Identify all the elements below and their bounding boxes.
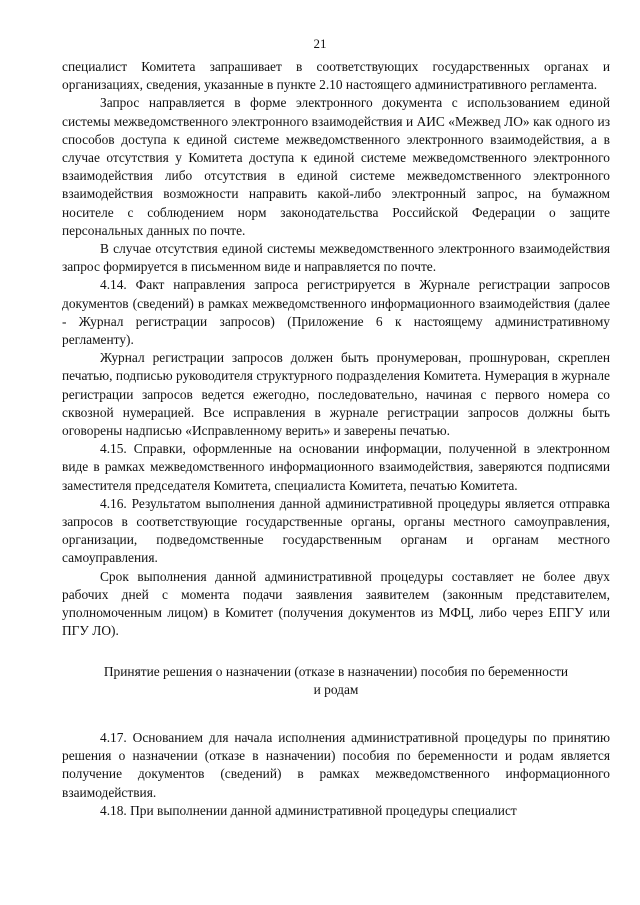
paragraph-deadline: Срок выполнения данной административной процедуры составляет не более двух рабочих дней с момента подачи заявления заявителем (законным представителем, уполномоченным лицом) в Комитет (получения документов из МФЦ, либо через ЕПГУ или ПГУ ЛО). [62, 568, 610, 639]
section-heading: Принятие решения о назначении (отказе в назначении) пособия по беременности и родам [103, 663, 569, 697]
paragraph-continuation: специалист Комитета запрашивает в соответствующих государственных органах и организациях, сведения, указанные в пункте 2.10 настоящего административного регламента. [62, 59, 610, 93]
document-body [62, 58, 610, 820]
paragraph-journal: Журнал регистрации запросов должен быть пронумерован, прошнурован, скреплен печатью, подписью руководителя структурного подразделения Комитета. Нумерация в журнале регистрации запросов ведется ежегодно, последовательно, начиная с первого номера со сквозной нумерацией. Все исправления в журнале регистрации запросов должны быть оговорены надписью «Исправленному верить» и заверены печатью. [62, 350, 610, 439]
paragraph-request-form: Запрос направляется в форме электронного документа с использованием единой системы межведомственного электронного взаимодействия и АИС «Межвед ЛО» как одного из способов доступа к единой системе межведомственного электронного взаимодействия, а в случае отсутствия у Комитета доступа к единой системе межведомственного электронного взаимодействия либо отсутствия в единой системе межведомственного электронного взаимодействия возможности направить какой-либо электронный запрос, на бумажном носителе с соблюдением норм законодательства Российской Федерации о защите персональных данных по почте. [62, 95, 610, 238]
page-number: 21 [313, 36, 327, 51]
paragraph-4-15: 4.15. Справки, оформленные на основании информации, полученной в электронном виде в рамках межведомственного информационного взаимодействия, заверяются подписями заместителя председателя Комитета, специалиста Комитета, печатью Комитета. [62, 441, 610, 493]
paragraph-4-14: 4.14. Факт направления запроса регистрируется в Журнале регистрации запросов документов (сведений) в рамках межведомственного информационного взаимодействия (далее - Журнал регистрации запросов) (Приложение 6 к настоящему административному регламенту). [62, 277, 610, 348]
paragraph-4-18: 4.18. При выполнении данной административной процедуры специалист [100, 802, 517, 818]
paragraph-4-17: 4.17. Основанием для начала исполнения административной процедуры по принятию решения о назначении (отказе в назначении) пособия по беременности и родам является получение документов (сведений) в рамках межведомственного информационного взаимодействия. [62, 729, 610, 800]
paragraph-4-16: 4.16. Результатом выполнения данной административной процедуры является отправка запросов в соответствующие государственные органы, органы местного самоуправления, организации, подведомственные государственным органам и органам местного самоуправления. [62, 495, 610, 566]
paragraph-no-system: В случае отсутствия единой системы межведомственного электронного взаимодействия запрос формируется в письменном виде и направляется по почте. [62, 241, 610, 275]
